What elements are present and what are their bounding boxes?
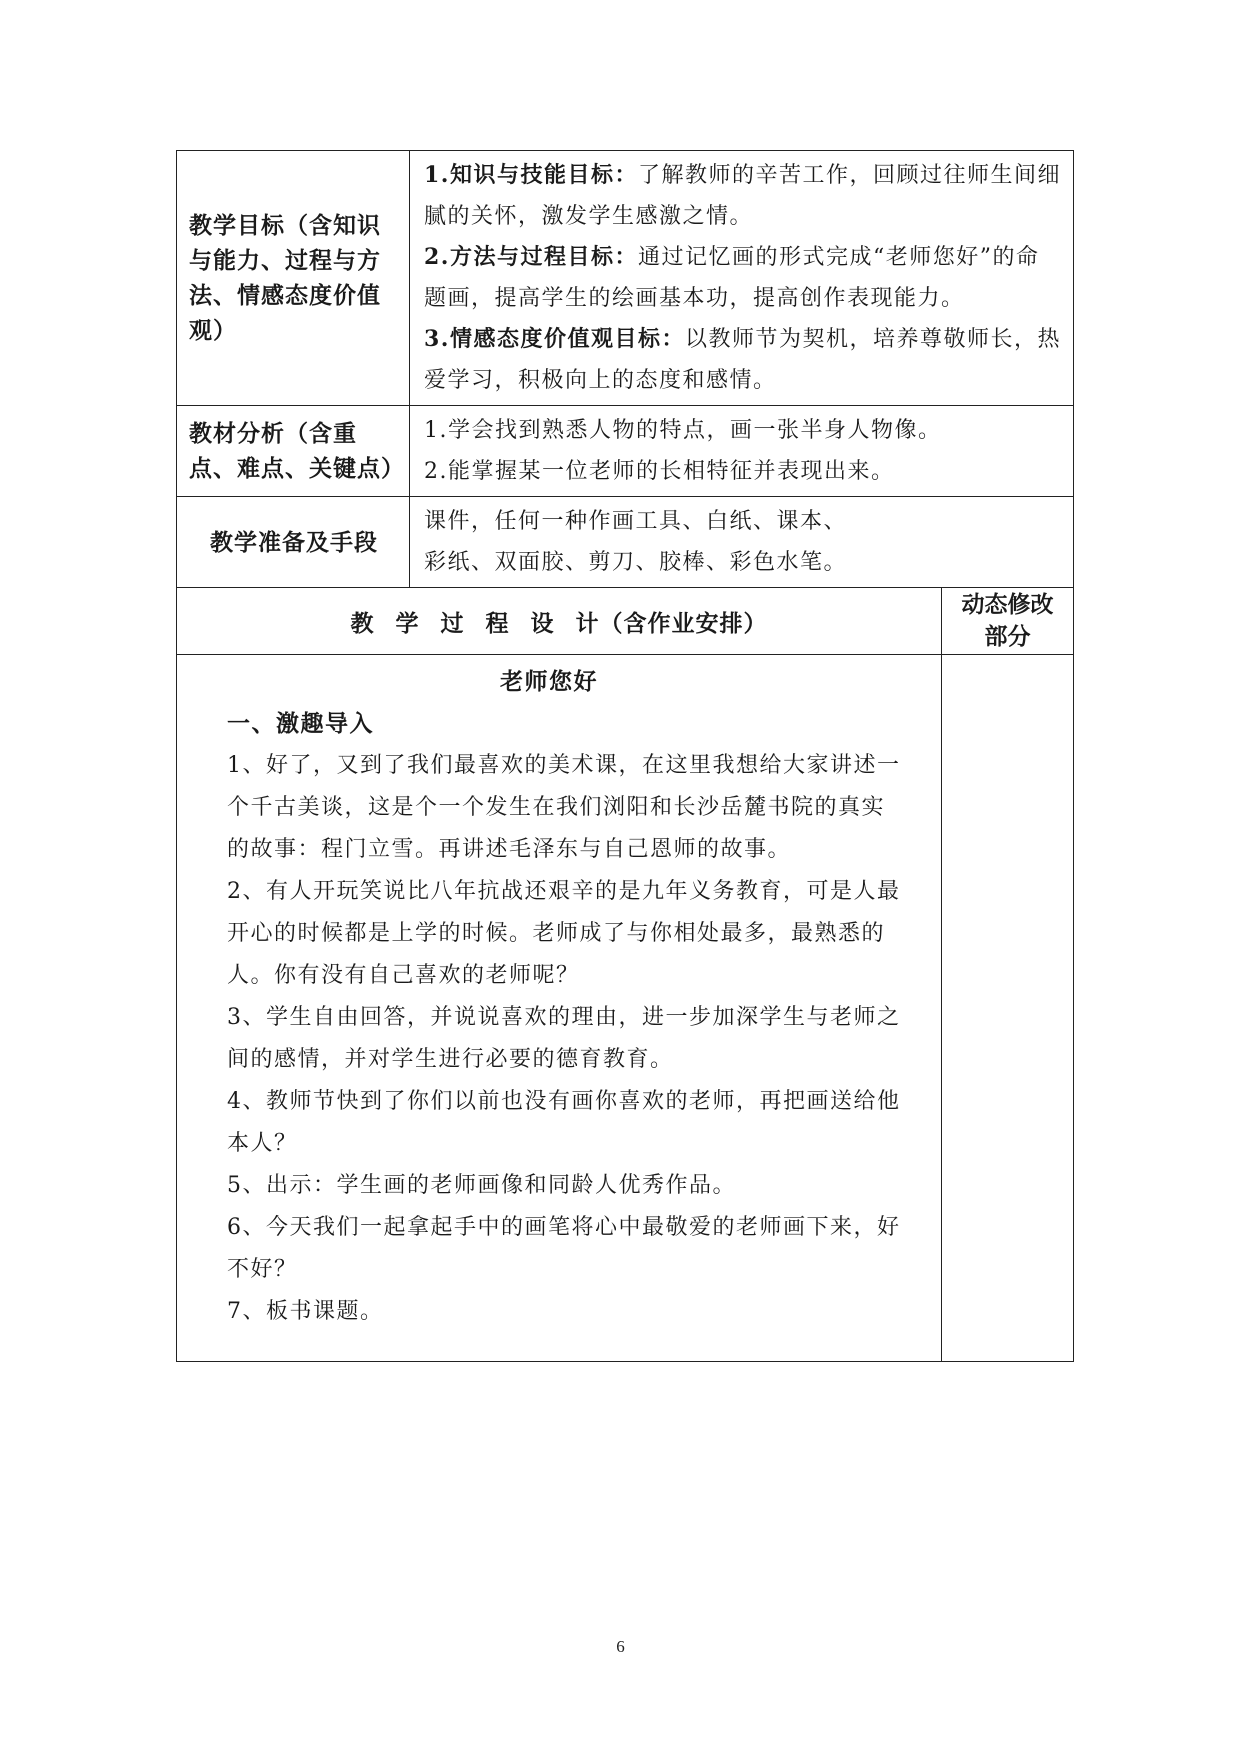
- analysis-row: [177, 406, 1074, 497]
- objectives-label: 教学目标（含知识与能力、过程与方法、情感态度价值观）: [177, 151, 410, 406]
- process-paragraph: 6、今天我们一起拿起手中的画笔将心中最敬爱的老师画下来，好不好？: [227, 1215, 901, 1282]
- objectives-row: [177, 151, 1074, 406]
- analysis-item: 1.学会找到熟悉人物的特点，画一张半身人物像。: [424, 418, 942, 443]
- preparation-label: 教学准备及手段: [177, 497, 410, 588]
- process-paragraph: 3、学生自由回答，并说说喜欢的理由，进一步加深学生与老师之间的感情，并对学生进行必要的德育教育。: [227, 1005, 901, 1072]
- preparation-line: 彩纸、双面胶、剪刀、胶棒、彩色水笔。: [424, 550, 848, 575]
- analysis-label: 教材分析（含重点、难点、关键点）: [177, 406, 410, 497]
- process-paragraph: 1、好了，又到了我们最喜欢的美术课，在这里我想给大家讲述一个千古美谈，这是个一个发生在我们浏阳和长沙岳麓书院的真实的故事：程门立雪。再讲述毛泽东与自己恩师的故事。: [227, 753, 901, 862]
- process-paragraph: 2、有人开玩笑说比八年抗战还艰辛的是九年义务教育，可是人最开心的时候都是上学的时候。老师成了与你相处最多，最熟悉的人。你有没有自己喜欢的老师呢？: [227, 879, 901, 988]
- dynamic-edit-cell: [942, 655, 1074, 1362]
- process-paragraph: 4、教师节快到了你们以前也没有画你喜欢的老师，再把画送给他本人？: [227, 1089, 901, 1156]
- objective-item: 1.知识与技能目标：了解教师的辛苦工作，回顾过往师生间细腻的关怀，激发学生感激之情。: [424, 162, 1061, 229]
- preparation-line: 课件，任何一种作画工具、白纸、课本、: [424, 509, 848, 534]
- objectives-content: [410, 151, 1074, 406]
- process-body-row: [177, 655, 1074, 1362]
- objective-item: 2.方法与过程目标：通过记忆画的形式完成“老师您好”的命题画，提高学生的绘画基本功，提高创作表现能力。: [424, 244, 1040, 311]
- preparation-row: [177, 497, 1074, 588]
- process-paragraph: 7、板书课题。: [227, 1299, 384, 1324]
- process-title: 教学过程设计（含作业安排）: [177, 588, 942, 655]
- section-title: 一、激趣导入: [227, 710, 374, 737]
- page-number: 6: [616, 1637, 625, 1656]
- process-header-row: [177, 588, 1074, 655]
- analysis-item: 2.能掌握某一位老师的长相特征并表现出来。: [424, 459, 895, 484]
- preparation-content: [410, 497, 1074, 588]
- process-paragraph: 5、出示：学生画的老师画像和同龄人优秀作品。: [227, 1173, 736, 1198]
- process-body: [177, 655, 942, 1362]
- analysis-content: [410, 406, 1074, 497]
- dynamic-edit-label: 动态修改部分: [942, 588, 1074, 655]
- lesson-title: 老师您好: [500, 668, 598, 695]
- objective-item: 3.情感态度价值观目标：以教师节为契机，培养尊敬师长，热爱学习，积极向上的态度和感情。: [424, 326, 1061, 393]
- lesson-plan-table: [176, 150, 1074, 1362]
